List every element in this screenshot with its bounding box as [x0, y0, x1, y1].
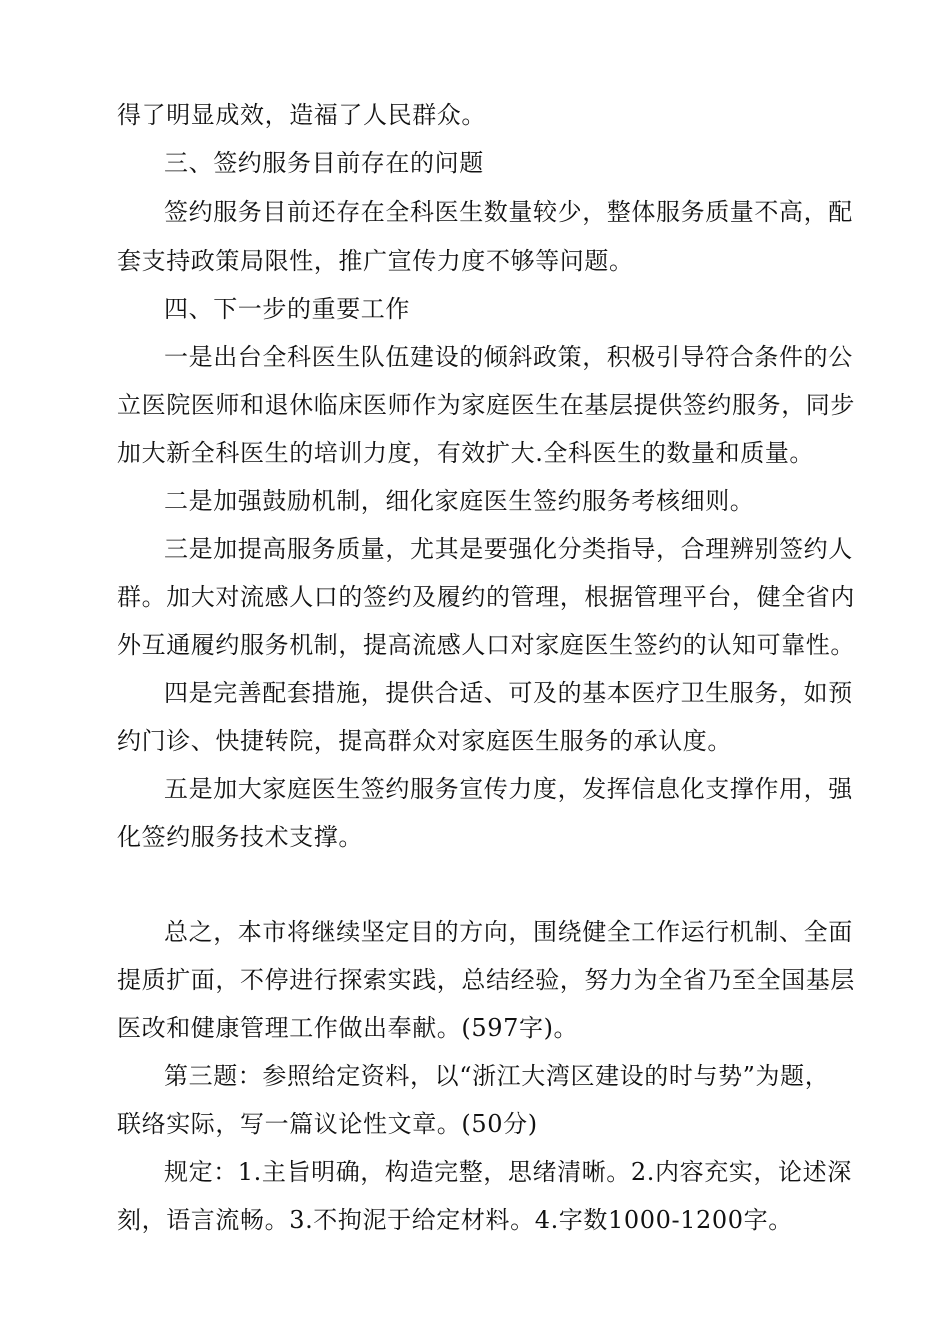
section-heading: 三、签约服务目前存在的问题 [164, 149, 484, 177]
text-line: 五是加大家庭医生签约服务宣传力度，发挥信息化支撑作用，强 [164, 775, 853, 803]
text-line: 化签约服务技术支撑。 [117, 823, 363, 851]
text-line: 提质扩面，不停进行探索实践，总结经验，努力为全省乃至全国基层 [117, 966, 855, 994]
text-line: 三是加提高服务质量，尤其是要强化分类指导，合理辨别签约人 [164, 535, 853, 563]
text-line: 第三题：参照给定资料，以“浙江大湾区建设的时与势”为题， [164, 1062, 830, 1090]
text-line: 四是完善配套措施，提供合适、可及的基本医疗卫生服务，如预 [164, 679, 853, 707]
text-line: 总之，本市将继续坚定目的方向，围绕健全工作运行机制、全面 [164, 918, 853, 946]
text-line: 群。加大对流感人口的签约及履约的管理，根据管理平台，健全省内 [117, 583, 855, 611]
text-line: 得了明显成效，造福了人民群众。 [117, 101, 486, 129]
text-line: 套支持政策局限性，推广宣传力度不够等问题。 [117, 247, 634, 275]
section-heading: 四、下一步的重要工作 [164, 295, 410, 323]
text-line: 联络实际，写一篇议论性文章。(50分) [117, 1110, 538, 1138]
text-line: 加大新全科医生的培训力度，有效扩大.全科医生的数量和质量。 [117, 439, 815, 467]
text-line: 一是出台全科医生队伍建设的倾斜政策，积极引导符合条件的公 [164, 343, 853, 371]
text-line: 立医院医师和退休临床医师作为家庭医生在基层提供签约服务，同步 [117, 391, 855, 419]
text-line: 规定：1.主旨明确，构造完整，思绪清晰。2.内容充实，论述深 [164, 1158, 852, 1186]
text-line: 签约服务目前还存在全科医生数量较少，整体服务质量不高，配 [164, 198, 853, 226]
text-line: 刻，语言流畅。3.不拘泥于给定材料。4.字数1000-1200字。 [117, 1206, 793, 1234]
text-line: 医改和健康管理工作做出奉献。(597字)。 [117, 1014, 579, 1042]
text-line: 二是加强鼓励机制，细化家庭医生签约服务考核细则。 [164, 487, 755, 515]
text-line: 约门诊、快捷转院，提高群众对家庭医生服务的承认度。 [117, 727, 732, 755]
text-line: 外互通履约服务机制，提高流感人口对家庭医生签约的认知可靠性。 [117, 631, 855, 659]
